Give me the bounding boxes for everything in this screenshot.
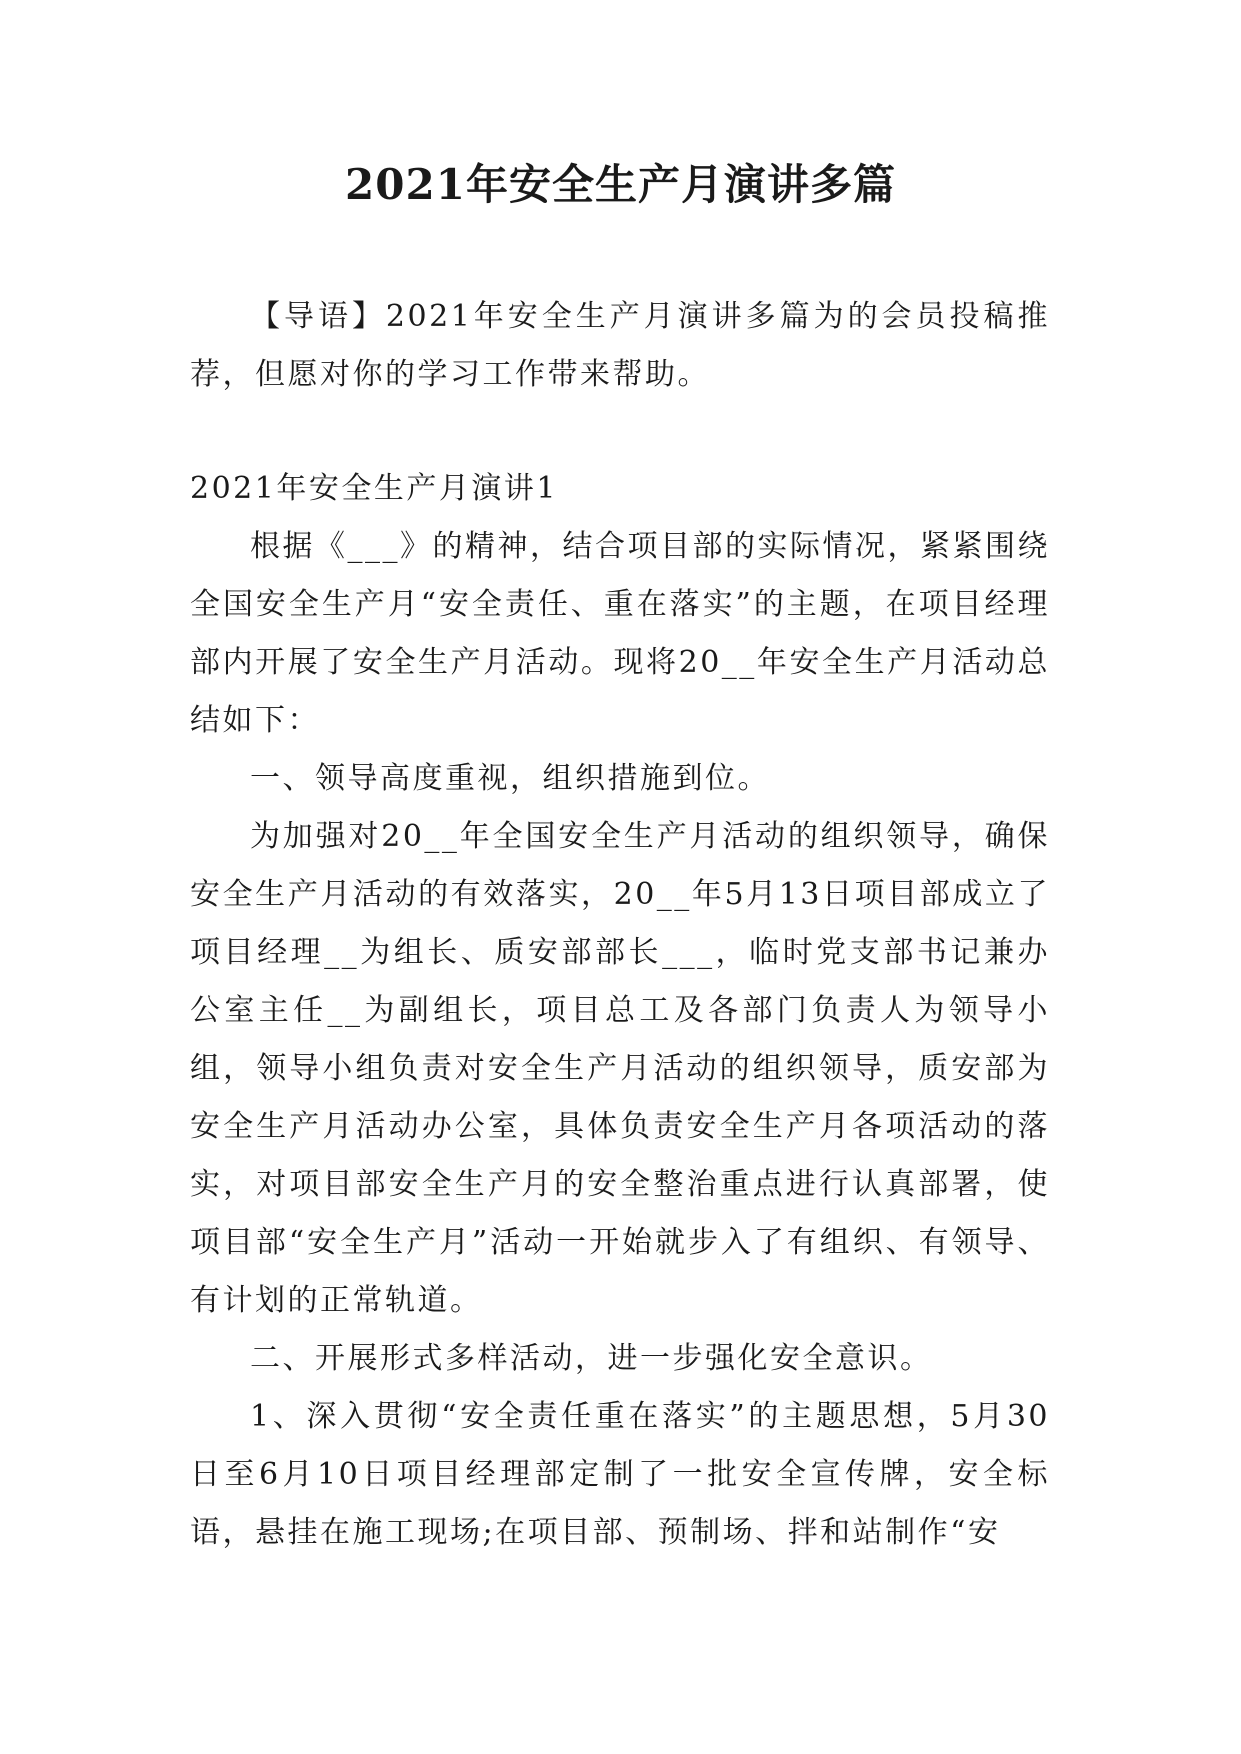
body-paragraph: 二、开展形式多样活动，进一步强化安全意识。 <box>250 1341 933 1376</box>
section-heading: 2021年安全生产月演讲1 <box>190 471 558 506</box>
body-paragraph: 1、深入贯彻“安全责任重在落实”的主题思想，5月30日至6月10日项目经理部定制了一批安全宣传牌，安全标语，悬挂在施工现场;在项目部、预制场、拌和站制作“安 <box>190 1399 1050 1550</box>
intro-block <box>190 288 1050 404</box>
body-paragraph: 根据《___》的精神，结合项目部的实际情况，紧紧围绕全国安全生产月“安全责任、重在落实”的主题，在项目经理部内开展了安全生产月活动。现将20__年安全生产月活动总结如下： <box>190 529 1050 738</box>
body-block <box>190 460 1050 1562</box>
body-paragraph: 一、领导高度重视，组织措施到位。 <box>250 761 770 796</box>
body-paragraph: 为加强对20__年全国安全生产月活动的组织领导，确保安全生产月活动的有效落实，20__年5月13日项目部成立了项目经理__为组长、质安部部长___，临时党支部书记兼办公室主任__为副组长，项目总工及各部门负责人为领导小组，领导小组负责对安全生产月活动的组织领导，质安部为安全生产月活动办公室，具体负责安全生产月各项活动的落实，对项目部安全生产月的安全整治重点进行认真部署，使项目部“安全生产月”活动一开始就步入了有组织、有领导、有计划的正常轨道。 <box>190 819 1050 1318</box>
document-title: 2021年安全生产月演讲多篇 <box>345 160 896 209</box>
intro-paragraph: 【导语】2021年安全生产月演讲多篇为的会员投稿推荐，但愿对你的学习工作带来帮助。 <box>190 299 1050 392</box>
